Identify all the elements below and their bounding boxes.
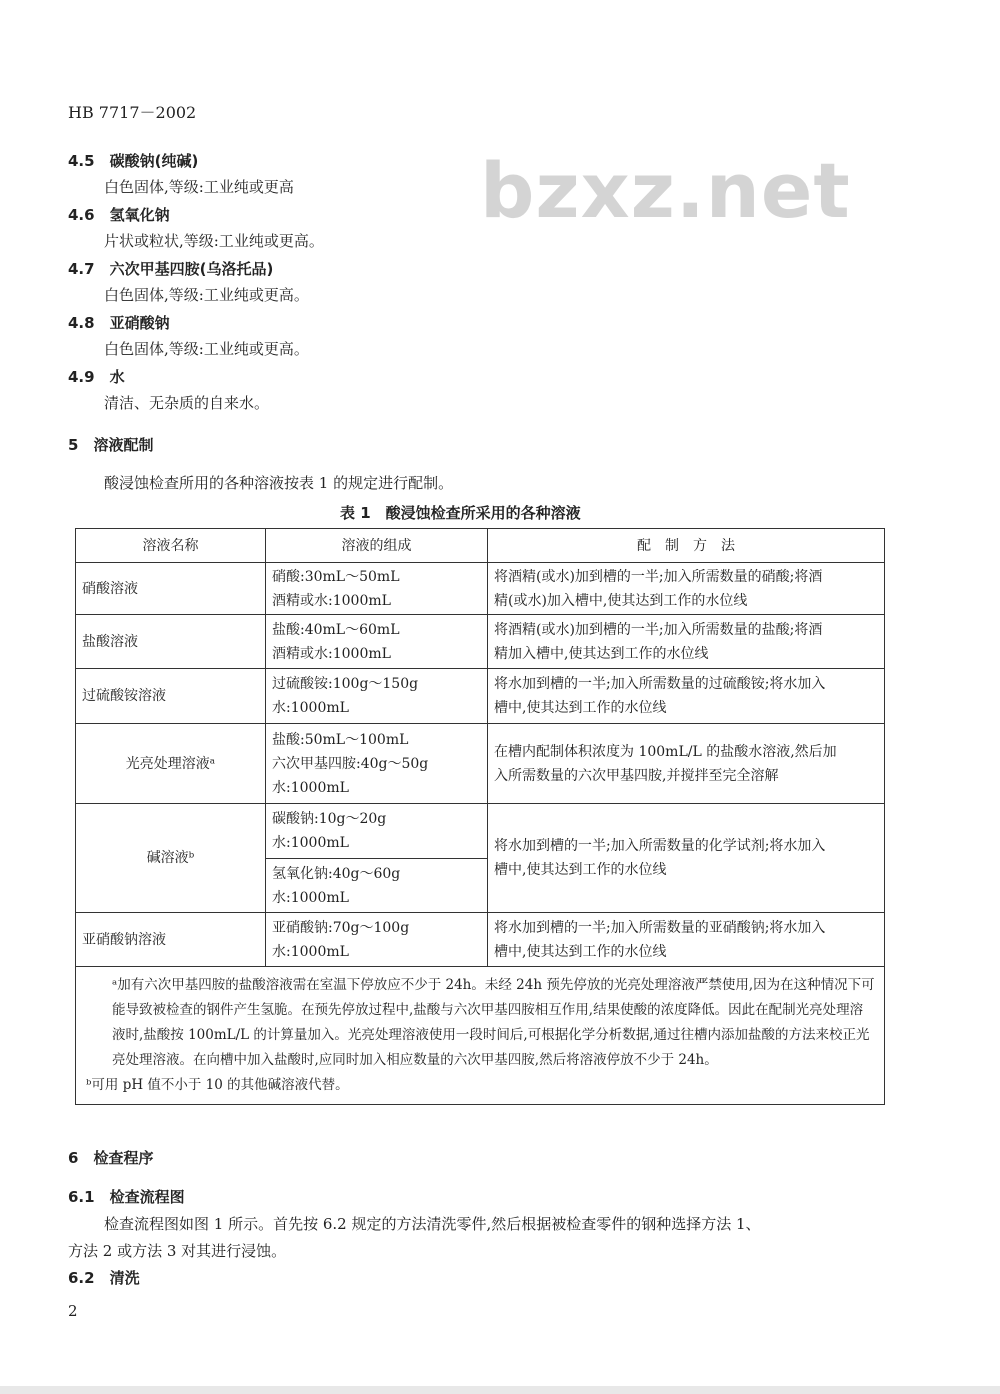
item-heading: [68, 204, 170, 225]
solutions-table: [75, 528, 885, 1105]
cell-line: 酒精或水:1000mL: [272, 645, 391, 662]
solution-name: 碱溶液ᵇ: [76, 804, 266, 913]
cell-line: 将水加到槽的一半;加入所需数量的过硫酸铵;将水加入: [494, 676, 826, 692]
preparation-method: [488, 615, 885, 669]
item-title: 六次甲基四胺(乌洛托品): [109, 260, 274, 278]
section-number: 6.1: [68, 1188, 95, 1206]
section-title: 检查程序: [93, 1149, 154, 1167]
solution-composition: [266, 913, 488, 967]
preparation-method: [488, 913, 885, 967]
cell-line: 碳酸钠:10g～20g: [272, 811, 387, 827]
table-caption: 表 1 酸浸蚀检查所采用的各种溶液: [340, 504, 581, 522]
table-row: [76, 669, 885, 724]
cell-line: 将水加到槽的一半;加入所需数量的亚硝酸钠;将水加入: [494, 919, 826, 936]
header-cell: 配 制 方 法: [488, 529, 885, 563]
preparation-method: [488, 563, 885, 615]
item-number: 4.5: [68, 152, 95, 170]
preparation-method: [488, 724, 885, 804]
cell-line: 水:1000mL: [272, 889, 349, 906]
cell-line: 六次甲基四胺:40g～50g: [272, 755, 429, 772]
cell-line: 酒精或水:1000mL: [272, 592, 391, 609]
cell-line: 氢氧化钠:40g～60g: [272, 865, 401, 882]
item-number: 4.8: [68, 314, 95, 332]
cell-line: 入所需数量的六次甲基四胺,并搅拌至完全溶解: [494, 767, 779, 784]
watermark: bzxz.net: [480, 146, 851, 235]
table-header-row: [76, 529, 885, 563]
item-title: 亚硝酸钠: [109, 314, 170, 332]
cell-line: 水:1000mL: [272, 779, 349, 796]
solution-name: 过硫酸铵溶液: [76, 669, 266, 724]
solution-composition: [266, 563, 488, 615]
cell-line: 水:1000mL: [272, 943, 349, 960]
cell-line: 水:1000mL: [272, 835, 349, 851]
page-number: 2: [68, 1302, 78, 1320]
item-title: 水: [109, 368, 125, 386]
item-description: 片状或粒状,等级:工业纯或更高。: [104, 232, 324, 250]
cell-line: 将酒精(或水)加到槽的一半;加入所需数量的硝酸;将酒: [494, 568, 823, 585]
table-row: [76, 563, 885, 615]
solution-composition: [266, 615, 488, 669]
table-row: [76, 804, 885, 859]
header-cell: 溶液名称: [76, 529, 266, 563]
table-row: [76, 615, 885, 669]
item-description: 白色固体,等级:工业纯或更高: [104, 178, 294, 196]
solution-name: 光亮处理溶液ᵃ: [76, 724, 266, 804]
solution-name: 盐酸溶液: [76, 615, 266, 669]
document-header: HB 7717－2002: [68, 103, 197, 122]
cell-line: 盐酸:50mL～100mL: [272, 731, 409, 748]
item-title: 碳酸钠(纯碱): [109, 152, 199, 170]
solution-composition: [266, 669, 488, 724]
footnote-b: ᵇ可用 pH 值不小于 10 的其他碱溶液代替。: [86, 1077, 349, 1093]
item-number: 4.7: [68, 260, 95, 278]
section-title: 清洗: [109, 1269, 140, 1287]
cell-line: 亚硝酸钠:70g～100g: [272, 919, 410, 936]
cell-line: 水:1000mL: [272, 700, 349, 716]
cell-line: 盐酸:40mL～60mL: [272, 621, 400, 638]
solution-composition: [266, 859, 488, 913]
item-number: 4.9: [68, 368, 95, 386]
preparation-method: [488, 669, 885, 724]
item-description: 白色固体,等级:工业纯或更高。: [104, 286, 309, 304]
paragraph: 方法 2 或方法 3 对其进行浸蚀。: [68, 1242, 287, 1260]
cell-line: 槽中,使其达到工作的水位线: [494, 700, 667, 716]
cell-line: 精加入槽中,使其达到工作的水位线: [494, 645, 709, 662]
item-number: 4.6: [68, 206, 95, 224]
item-title: 氢氧化钠: [109, 206, 170, 224]
cell-line: 过硫酸铵:100g～150g: [272, 676, 419, 692]
section-title: 溶液配制: [93, 436, 154, 454]
section-title: 检查流程图: [109, 1188, 185, 1206]
paragraph: 检查流程图如图 1 所示。首先按 6.2 规定的方法清洗零件,然后根据被检查零件的钢种选择方法 1、: [104, 1215, 761, 1233]
item-description: 白色固体,等级:工业纯或更高。: [104, 340, 309, 358]
cell-line: 硝酸:30mL～50mL: [272, 568, 400, 585]
item-heading: [68, 312, 170, 333]
item-description: 清洁、无杂质的自来水。: [104, 394, 270, 412]
cell-line: 槽中,使其达到工作的水位线: [494, 943, 667, 960]
section-number: 6.2: [68, 1269, 95, 1287]
solution-name: 亚硝酸钠溶液: [76, 913, 266, 967]
paragraph: 酸浸蚀检查所用的各种溶液按表 1 的规定进行配制。: [104, 474, 454, 492]
cell-line: 将酒精(或水)加到槽的一半;加入所需数量的盐酸;将酒: [494, 621, 823, 638]
preparation-method: [488, 804, 885, 913]
cell-line: 将水加到槽的一半;加入所需数量的化学试剂;将水加入: [494, 838, 826, 854]
solution-name: 硝酸溶液: [76, 563, 266, 615]
cell-line: 精(或水)加入槽中,使其达到工作的水位线: [494, 592, 748, 609]
table-row: [76, 724, 885, 804]
solution-composition: [266, 804, 488, 859]
table-row: [76, 913, 885, 967]
header-cell: 溶液的组成: [266, 529, 488, 563]
page-edge: [0, 1386, 1000, 1394]
table-footnotes: [76, 967, 885, 1105]
footnote-a: ᵃ加有六次甲基四胺的盐酸溶液需在室温下停放应不少于 24h。未经 24h 预先停放的光亮处理溶液严禁使用,因为在这种情况下可能导致被检查的钢件产生氢脆。在预先停放过程中,盐酸与六次甲基四胺相互作用,结果使酸的浓度降低。因此在配制光亮处理溶液时,盐酸按 100mL/L 的计算量加入。光亮处理溶液使用一段时间后,可根据化学分析数据,通过往槽内添加盐酸的方法来校正光亮处理溶液。在向槽中加入盐酸时,应同时加入相应数量的六次甲基四胺,然后将溶液停放不少于 24h。: [112, 977, 875, 1068]
cell-line: 在槽内配制体积浓度为 100mL/L 的盐酸水溶液,然后加: [494, 743, 837, 760]
item-heading: [68, 366, 125, 387]
section-number: 5: [68, 436, 79, 454]
cell-line: 槽中,使其达到工作的水位线: [494, 862, 667, 878]
item-heading: [68, 258, 273, 279]
section-number: 6: [68, 1149, 79, 1167]
item-heading: [68, 150, 198, 171]
solution-composition: [266, 724, 488, 804]
